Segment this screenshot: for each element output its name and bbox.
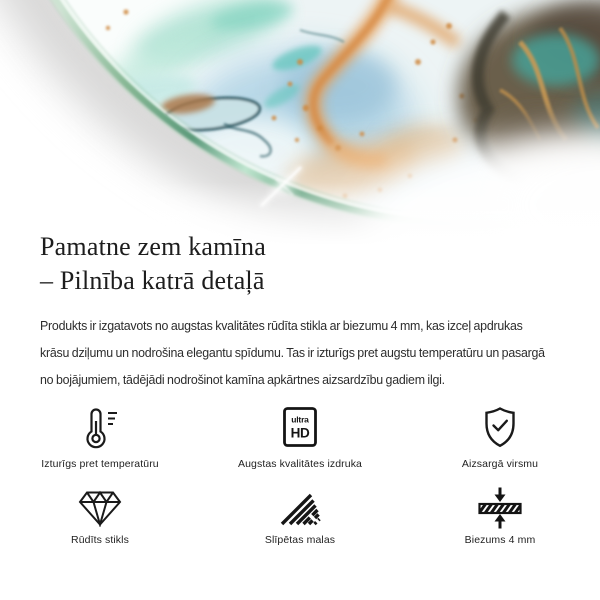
feature-thickness [400,488,600,546]
feature-polished-edges [200,488,400,546]
page-title-line2: – Pilnība katrā detaļā [40,265,265,295]
feature-label: Aizsargā virsmu [461,458,539,470]
marble-glass-image [0,0,600,250]
svg-text:HD: HD [290,425,310,441]
feature-label: Augstas kvalitātes izdruka [238,458,362,470]
feature-label: Biezums 4 mm [464,534,536,546]
feature-print-quality [200,402,400,470]
description-line3: no bojājumiem, tādējādi nodrošinot kamīna apkārtnes aizsardzību gadiem ilgi. [40,372,445,387]
feature-temperature-resistant [0,402,200,470]
feature-tempered-glass [0,488,200,546]
diamond-icon [77,489,123,527]
description-line1: Produkts ir izgatavots no augstas kvalitātes rūdīta stikla ar biezumu 4 mm, kas izceļ apdrukas [40,318,523,333]
svg-text:ultra: ultra [291,414,309,425]
thermometer-icon [77,403,123,451]
page-title-line1: Pamatne zem kamīna [40,232,266,261]
feature-surface-protection [400,402,600,470]
features-row-1 [0,402,600,470]
description-line2: krāsu dziļumu un nodrošina elegantu spīdumu. Tas ir izturīgs pret augstu temperatūru un pasargā [40,345,545,360]
shield-check-icon [480,405,520,449]
feature-label: Izturīgs pret temperatūru [41,458,159,470]
beveled-edges-icon [278,489,322,527]
product-photo [0,0,600,250]
compressed-thickness-icon [475,485,525,531]
feature-label: Rūdīts stikls [71,534,129,546]
ultra-hd-icon [282,406,318,448]
features-row-2 [0,488,600,546]
page-title [40,230,266,297]
product-description [40,312,577,393]
feature-label: Slīpētas malas [264,534,336,546]
